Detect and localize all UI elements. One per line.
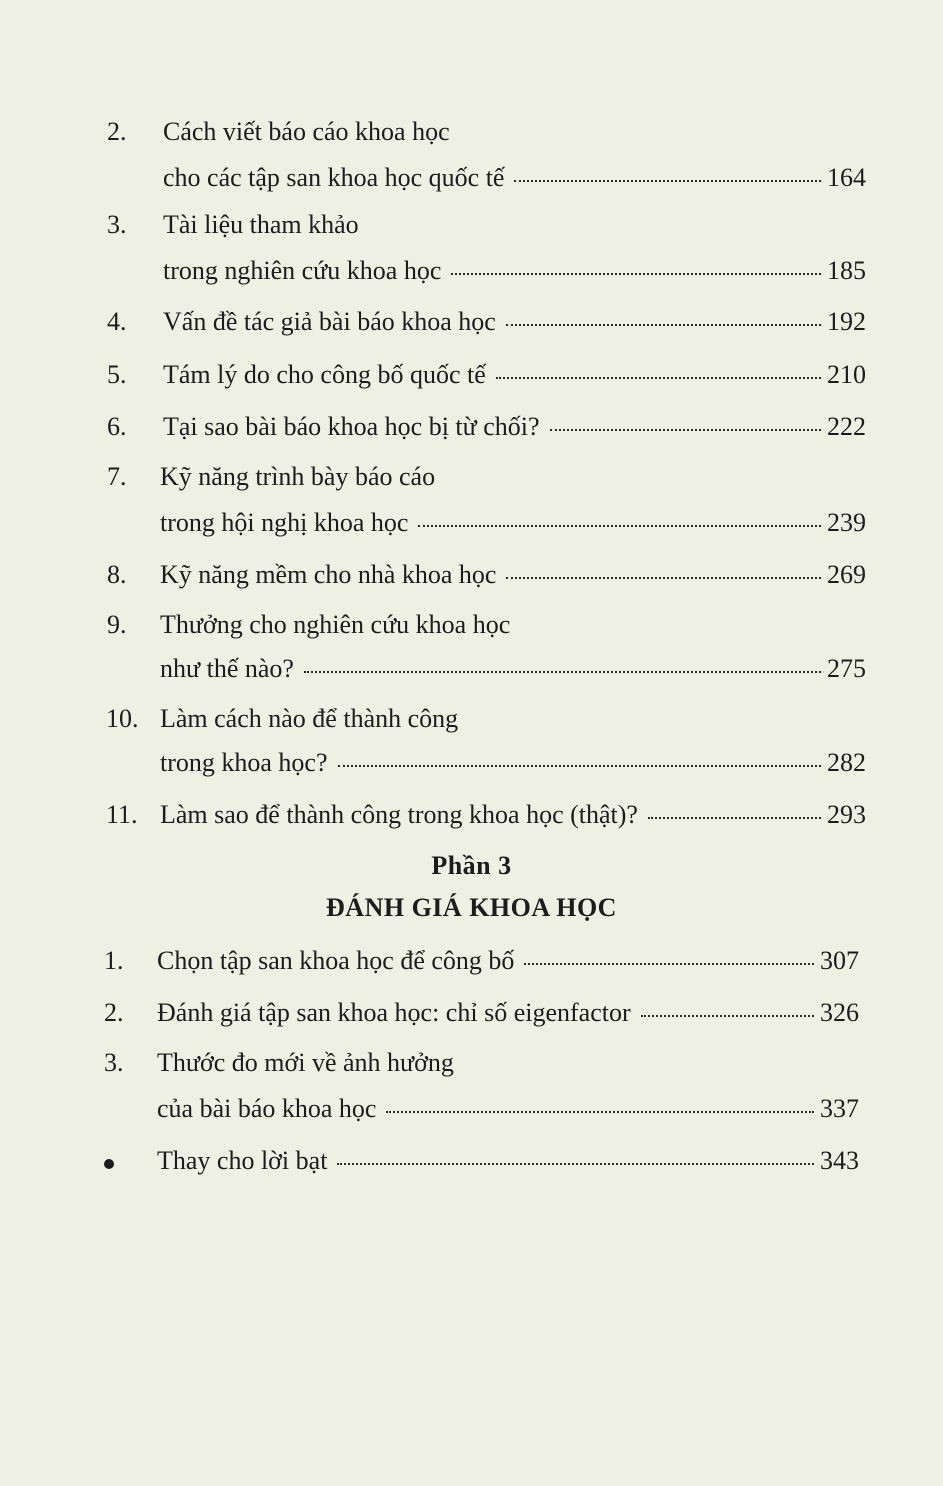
entry-number: 7. (107, 462, 127, 491)
entry-page-number: 337 (820, 1094, 859, 1123)
entry-title-line2: của bài báo khoa học (157, 1094, 377, 1123)
dot-leader (338, 765, 821, 767)
entry-title-line2: trong khoa học? (160, 748, 328, 777)
entry-number: 3. (107, 210, 127, 239)
entry-number: 9. (107, 610, 127, 639)
dot-leader (641, 1015, 814, 1017)
entry-title-line1: Thước đo mới về ảnh hưởng (157, 1048, 454, 1077)
entry-title-line2: trong nghiên cứu khoa học (163, 256, 442, 285)
dot-leader (524, 963, 814, 965)
entry-page-number: 343 (820, 1146, 859, 1175)
entry-page-number: 210 (827, 360, 866, 389)
entry-page-number: 164 (827, 163, 866, 192)
dot-leader (451, 273, 821, 275)
part-heading: Phần 3 (431, 851, 512, 880)
entry-title-line1: Thưởng cho nghiên cứu khoa học (160, 610, 511, 639)
bullet-icon (104, 1159, 114, 1169)
entry-page-number: 282 (827, 748, 866, 777)
dot-leader (386, 1111, 814, 1113)
entry-page-number: 185 (827, 256, 866, 285)
entry-number: 1. (104, 946, 124, 975)
dot-leader (304, 671, 821, 673)
entry-number: 2. (107, 117, 127, 146)
entry-page-number: 307 (820, 946, 859, 975)
entry-page-number: 222 (827, 412, 866, 441)
entry-title-line2: cho các tập san khoa học quốc tế (163, 163, 505, 192)
dot-leader (506, 577, 821, 579)
dot-leader (514, 180, 821, 182)
entry-number: 8. (107, 560, 127, 589)
entry-number: 5. (107, 360, 127, 389)
entry-title: Làm sao để thành công trong khoa học (thật)? (160, 800, 638, 829)
entry-title-line2: trong hội nghị khoa học (160, 508, 409, 537)
entry-title: Chọn tập san khoa học để công bố (157, 946, 515, 975)
entry-page-number: 293 (827, 800, 866, 829)
entry-title-line1: Cách viết báo cáo khoa học (163, 117, 450, 146)
entry-page-number: 275 (827, 654, 866, 683)
entry-title-line1: Làm cách nào để thành công (160, 704, 459, 733)
entry-number: 3. (104, 1048, 124, 1077)
entry-page-number: 192 (827, 307, 866, 336)
part-title: ĐÁNH GIÁ KHOA HỌC (326, 893, 617, 922)
entry-page-number: 326 (820, 998, 859, 1027)
entry-title: Tám lý do cho công bố quốc tế (163, 360, 486, 389)
entry-page-number: 269 (827, 560, 866, 589)
entry-number: 10. (106, 704, 139, 733)
dot-leader (506, 324, 821, 326)
entry-number: 2. (104, 998, 124, 1027)
dot-leader (496, 377, 821, 379)
entry-title: Vấn đề tác giả bài báo khoa học (163, 307, 496, 336)
entry-number: 11. (106, 800, 138, 829)
dot-leader (418, 525, 821, 527)
entry-title: Kỹ năng mềm cho nhà khoa học (160, 560, 497, 589)
entry-page-number: 239 (827, 508, 866, 537)
dot-leader (550, 429, 821, 431)
dot-leader (337, 1163, 814, 1165)
entry-title: Đánh giá tập san khoa học: chỉ số eigenfactor (157, 998, 631, 1027)
entry-title: Thay cho lời bạt (157, 1146, 328, 1175)
entry-number: 4. (107, 307, 127, 336)
entry-title-line1: Tài liệu tham khảo (163, 210, 359, 239)
entry-title: Tại sao bài báo khoa học bị từ chối? (163, 412, 540, 441)
entry-title-line2: như thế nào? (160, 654, 294, 683)
dot-leader (648, 817, 821, 819)
entry-number: 6. (107, 412, 127, 441)
entry-title-line1: Kỹ năng trình bày báo cáo (160, 462, 436, 491)
